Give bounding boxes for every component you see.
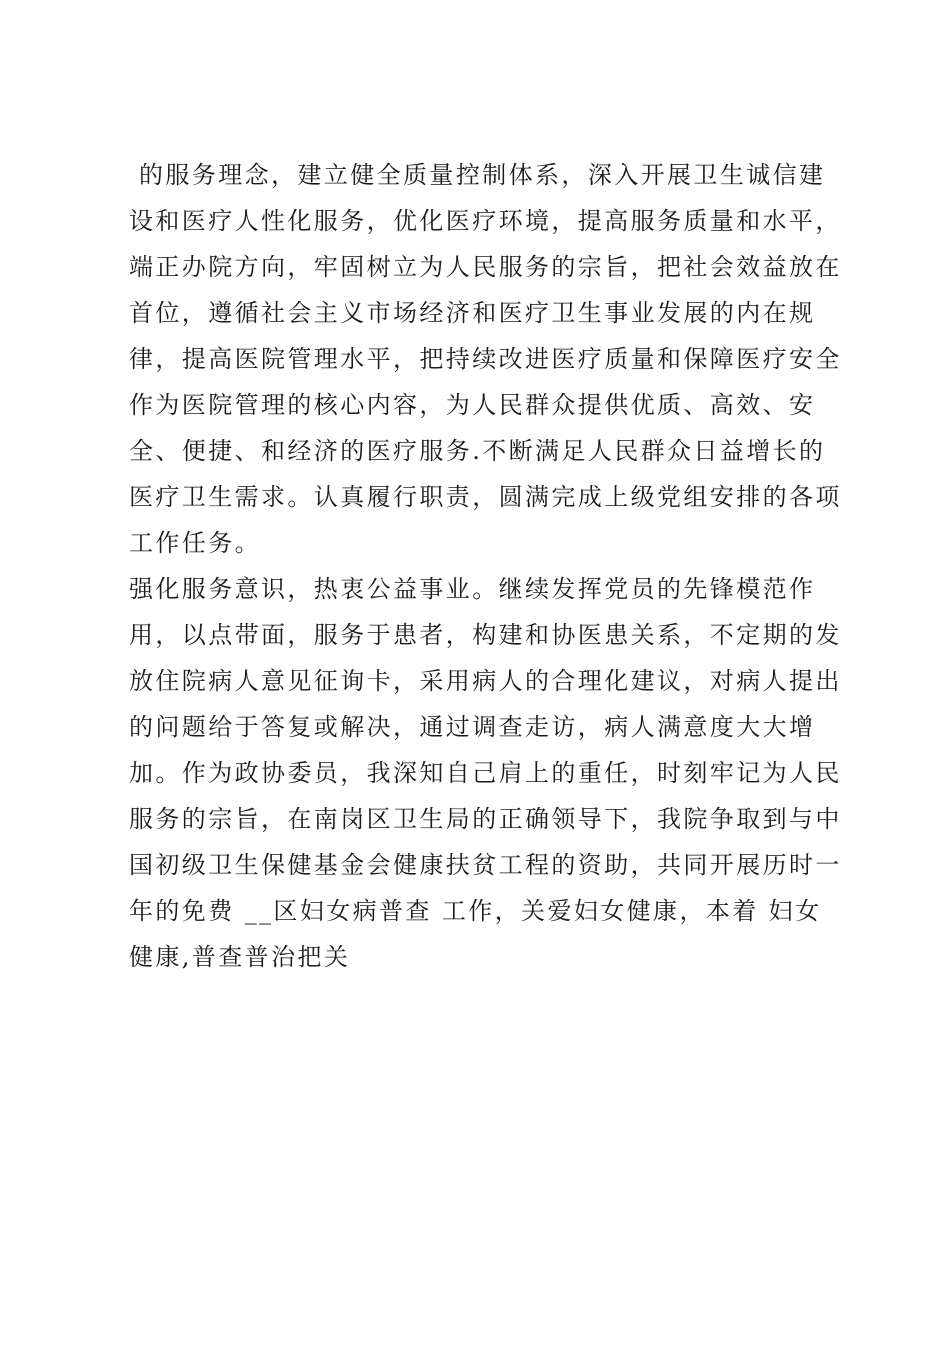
text-line: 放住院病人意见征询卡，采用病人的合理化建议，对病人提出 xyxy=(129,667,842,695)
text-line: 强化服务意识，热衷公益事业。继续发挥党员的先锋模范作 xyxy=(129,575,816,603)
text-line: 律，提高医院管理水平，把持续改进医疗质量和保障医疗安全 xyxy=(129,345,842,373)
text-line: 工作任务。 xyxy=(129,529,261,557)
text-line: 的服务理念，建立健全质量控制体系，深入开展卫生诚信建 xyxy=(129,161,826,189)
body-text xyxy=(129,152,842,980)
text-line: 作为医院管理的核心内容，为人民群众提供优质、高效、安 xyxy=(129,391,816,419)
text-line: 医疗卫生需求。认真履行职责，圆满完成上级党组安排的各项 xyxy=(129,483,842,511)
text-line: 全、便捷、和经济的医疗服务.不断满足人民群众日益增长的 xyxy=(129,437,826,465)
text-line: 服务的宗旨，在南岗区卫生局的正确领导下，我院争取到与中 xyxy=(129,805,842,833)
text-line: 端正办院方向，牢固树立为人民服务的宗旨，把社会效益放在 xyxy=(129,253,842,281)
text-line: 设和医疗人性化服务，优化医疗环境，提高服务质量和水平， xyxy=(129,207,842,235)
text-line: 首位，遵循社会主义市场经济和医疗卫生事业发展的内在规 xyxy=(129,299,816,327)
text-line: 的问题给于答复或解决，通过调查走访，病人满意度大大增 xyxy=(129,713,816,741)
text-line: 健康,普查普治把关 xyxy=(129,943,351,971)
text-line: 用，以点带面，服务于患者，构建和协医患关系，不定期的发 xyxy=(129,621,842,649)
text-line: 加。作为政协委员，我深知自己肩上的重任，时刻牢记为人民 xyxy=(129,759,842,787)
text-line: 年的免费 __区妇女病普查 工作，关爱妇女健康，本着 妇女 xyxy=(129,897,822,925)
text-line: 国初级卫生保健基金会健康扶贫工程的资助，共同开展历时一 xyxy=(129,851,842,879)
